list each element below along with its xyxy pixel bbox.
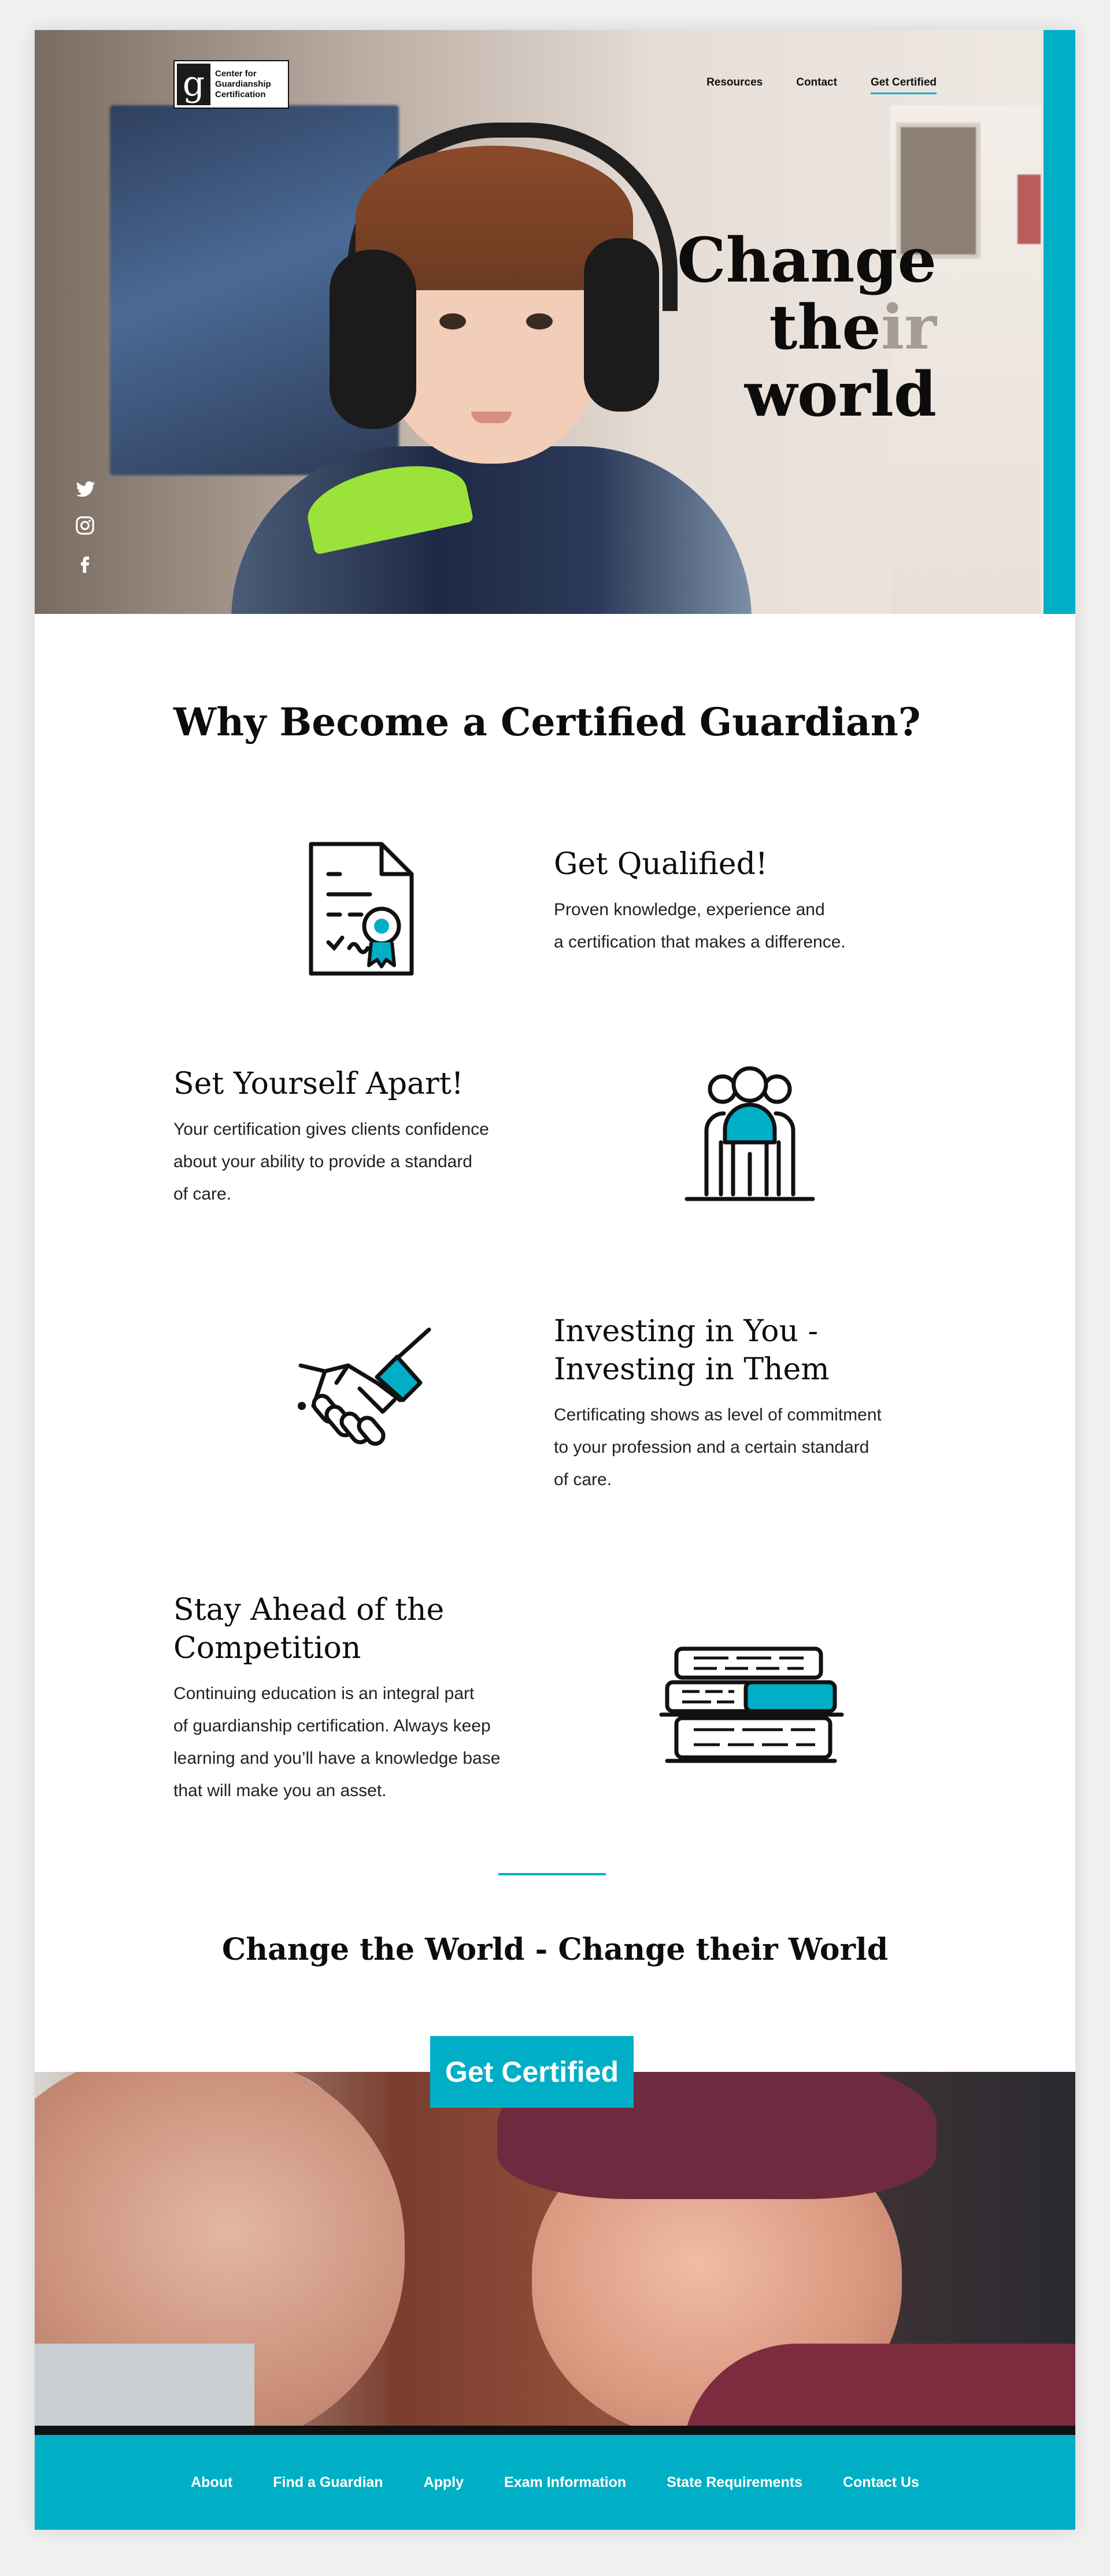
- books-icon: [659, 1643, 844, 1767]
- feature-description: [173, 1113, 578, 1211]
- feature-line: learning and you’ll have a knowledge base: [173, 1749, 501, 1768]
- feature-title: Set Yourself Apart!: [173, 1067, 464, 1101]
- hero-title-line2a: the: [769, 291, 881, 363]
- feature-description: [554, 1399, 970, 1496]
- footer-top-border: [35, 2426, 1075, 2435]
- feature-line: of care.: [173, 1185, 232, 1204]
- feature-get-qualified: [554, 845, 959, 958]
- feature-line: Proven knowledge, experience and: [554, 900, 825, 919]
- footer-nav: [35, 2435, 1075, 2530]
- hero-section: [35, 30, 1075, 614]
- hero-title-line1: Change: [677, 224, 937, 296]
- hero-accent-bar: [1044, 30, 1075, 614]
- feature-line: of care.: [554, 1470, 612, 1489]
- laughing-men-photo: [35, 2072, 1075, 2426]
- logo-mark: g: [177, 64, 210, 105]
- footer-link-contact-us[interactable]: Contact Us: [842, 2474, 919, 2490]
- standout-people-icon: [683, 1061, 816, 1209]
- feature-line: of guardianship certification. Always keep: [173, 1716, 491, 1735]
- feature-stay-ahead: [173, 1591, 590, 1807]
- facebook-icon[interactable]: [75, 553, 95, 573]
- feature-title-line: Investing in Them: [554, 1352, 830, 1387]
- nav-get-certified[interactable]: Get Certified: [871, 76, 937, 94]
- headphone-left-cup: [330, 250, 416, 429]
- footer-link-apply[interactable]: Apply: [423, 2474, 464, 2490]
- handshake-icon: [296, 1325, 441, 1461]
- social-links: [75, 481, 96, 573]
- twitter-icon[interactable]: [75, 481, 96, 498]
- child-mouth: [471, 412, 512, 423]
- nav-contact[interactable]: Contact: [796, 76, 837, 88]
- hero-title: [677, 224, 937, 430]
- feature-title: [554, 1312, 970, 1389]
- hero-photo-background-frame-small: [1018, 175, 1041, 244]
- feature-set-yourself-apart: [173, 1065, 578, 1211]
- hero-title-line3: world: [744, 358, 937, 430]
- feature-line: Certificating shows as level of commitment: [554, 1405, 882, 1424]
- child-eye-left: [439, 313, 466, 330]
- section-title: Why Become a Certified Guardian?: [173, 699, 921, 745]
- section-divider: [498, 1873, 606, 1875]
- feature-description: [554, 894, 959, 958]
- logo-text: Center for Guardianship Certification: [215, 69, 271, 99]
- tagline: Change the World - Change their World: [221, 1932, 889, 1967]
- hero-title-line2b: ir: [880, 291, 937, 363]
- child-jacket: [231, 446, 752, 614]
- footer-link-exam-information[interactable]: Exam Information: [504, 2474, 627, 2490]
- child-eye-right: [526, 313, 553, 330]
- feature-line: a certification that makes a difference.: [554, 932, 846, 952]
- instagram-icon[interactable]: [75, 516, 95, 535]
- footer-link-find-a-guardian[interactable]: Find a Guardian: [273, 2474, 383, 2490]
- footer-link-state-requirements[interactable]: State Requirements: [667, 2474, 802, 2490]
- feature-title: [173, 1591, 590, 1667]
- feature-title: Get Qualified!: [554, 847, 768, 882]
- feature-line: Continuing education is an integral part: [173, 1684, 475, 1703]
- feature-description: [173, 1678, 590, 1807]
- nav-resources[interactable]: Resources: [706, 76, 763, 88]
- feature-line: Your certification gives clients confidence: [173, 1120, 489, 1139]
- footer-link-about[interactable]: About: [191, 2474, 233, 2490]
- get-certified-button[interactable]: Get Certified: [430, 2036, 634, 2108]
- hero-photo-child-with-headphones: [231, 123, 752, 614]
- feature-title-line: Investing in You -: [554, 1314, 819, 1349]
- main-nav: [706, 76, 937, 94]
- feature-line: to your profession and a certain standard: [554, 1438, 870, 1457]
- certificate-icon: [306, 839, 416, 981]
- feature-title-line: Competition: [173, 1631, 361, 1665]
- photo-man-left-shirt: [35, 2344, 254, 2426]
- headphone-right-cup: [584, 238, 659, 412]
- site-logo[interactable]: [173, 60, 289, 109]
- feature-title-line: Stay Ahead of the: [173, 1593, 445, 1627]
- feature-line: about your ability to provide a standard: [173, 1152, 472, 1171]
- feature-line: that will make you an asset.: [173, 1781, 387, 1800]
- feature-investing: [554, 1312, 970, 1496]
- page: [35, 30, 1075, 2530]
